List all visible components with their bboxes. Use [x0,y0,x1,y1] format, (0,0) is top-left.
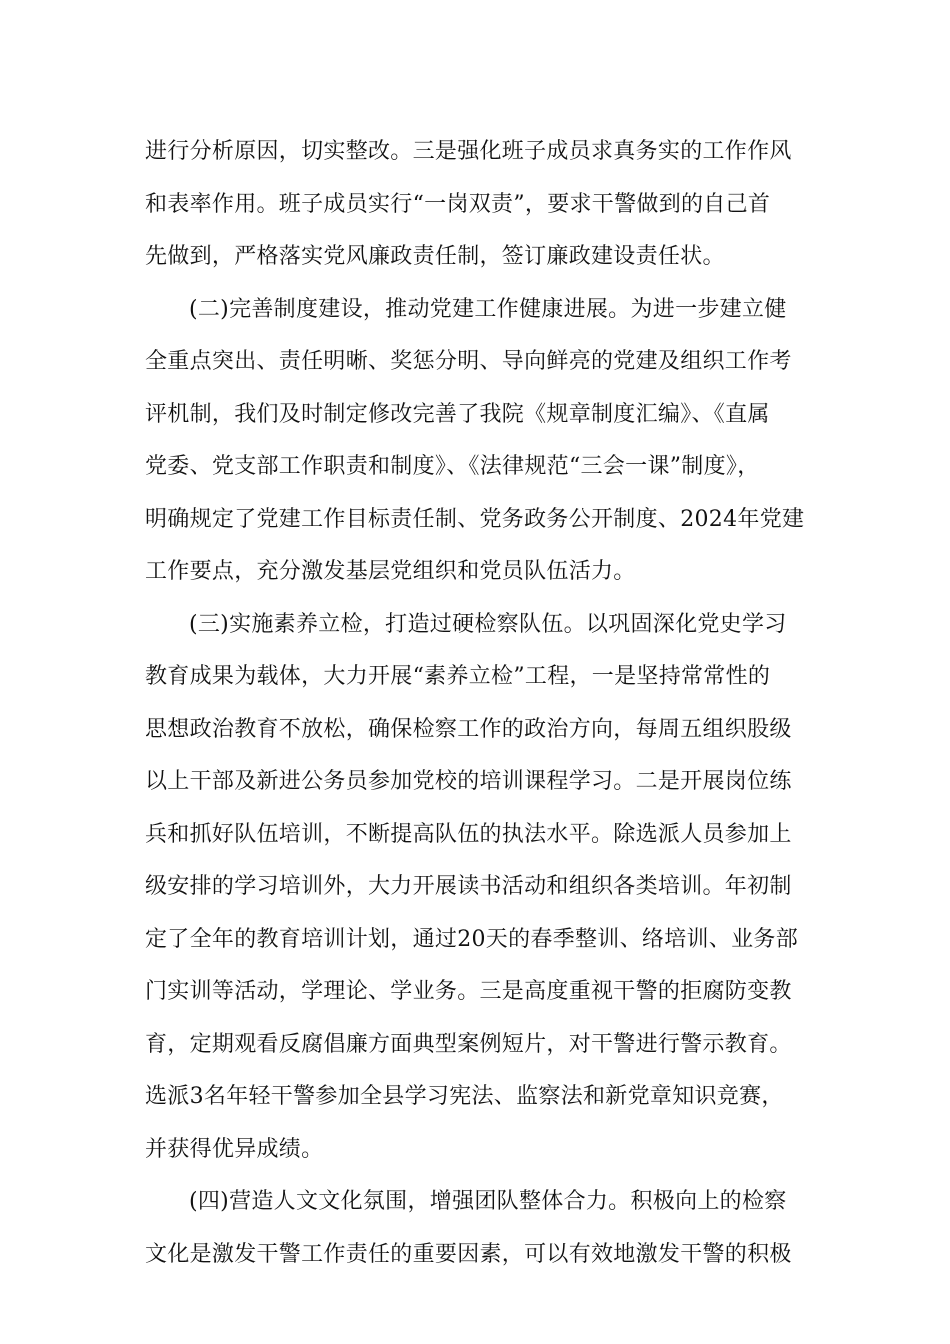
text-line: 兵和抓好队伍培训，不断提高队伍的执法水平。除选派人员参加上 [145,821,792,847]
text-line: 级安排的学习培训外，大力开展读书活动和组织各类培训。年初制 [145,874,792,899]
text-line: 党委、党支部工作职责和制度》、《法律规范“三会一课”制度》， [145,454,760,479]
text-line: 进行分析原因，切实整改。三是强化班子成员求真务实的工作作风 [145,139,792,164]
text-line: 评机制，我们及时制定修改完善了我院《规章制度汇编》、《直属 [145,401,770,427]
section-heading-line: (三)实施素养立检，打造过硬检察队伍。以巩固深化党史学习 [189,611,787,637]
text-line: 选派3名年轻干警参加全县学习宪法、监察法和新党章知识竞赛， [145,1084,784,1109]
text-line: 工作要点，充分激发基层党组织和党员队伍活力。 [145,559,636,584]
text-line: 明确规定了党建工作目标责任制、党务政务公开制度、2024年党建 [145,506,805,532]
text-line: 和表率作用。班子成员实行“一岗双责”，要求干警做到的自己首 [145,191,771,217]
text-line: 文化是激发干警工作责任的重要因素，可以有效地激发干警的积极 [145,1241,792,1267]
text-line: 并获得优异成绩。 [145,1136,324,1162]
text-line: 定了全年的教育培训计划，通过20天的春季整训、络培训、业务部 [145,926,798,952]
section-heading-line: (二)完善制度建设，推动党建工作健康进展。为进一步建立健 [189,296,787,322]
text-line: 全重点突出、责任明晰、奖惩分明、导向鲜亮的党建及组织工作考 [145,349,792,374]
text-line: 门实训等活动，学理论、学业务。三是高度重视干警的拒腐防变教 [145,979,792,1004]
text-line: 思想政治教育不放松，确保检察工作的政治方向，每周五组织股级 [145,716,792,742]
text-line: 先做到，严格落实党风廉政责任制，签订廉政建设责任状。 [145,244,725,269]
section-heading-line: (四)营造人文文化氛围，增强团队整体合力。积极向上的检察 [189,1189,787,1214]
text-line: 育，定期观看反腐倡廉方面典型案例短片，对干警进行警示教育。 [145,1031,792,1057]
text-line: 教育成果为载体，大力开展“素养立检”工程，一是坚持常常性的 [145,664,771,689]
body-text [145,126,815,1281]
text-line: 以上干部及新进公务员参加党校的培训课程学习。二是开展岗位练 [145,769,792,794]
